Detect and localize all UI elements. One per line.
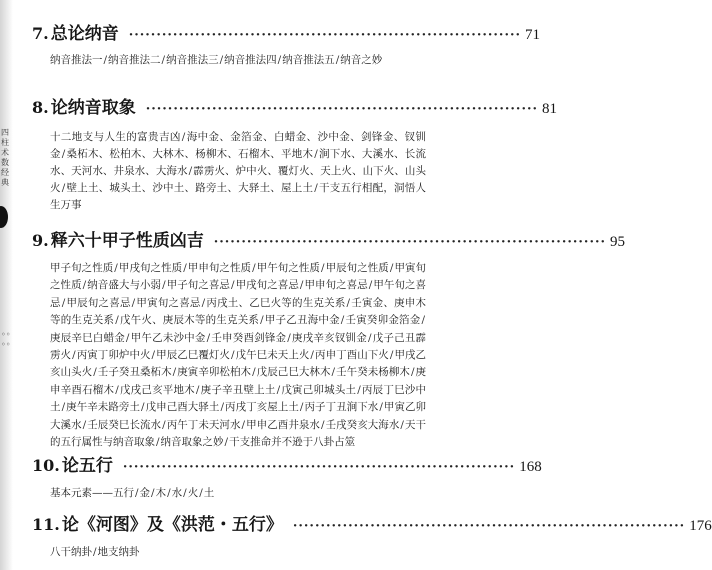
toc-entry[interactable]: 庚辰辛巳白蜡金 bbox=[50, 331, 125, 344]
toc-entry[interactable]: 土 bbox=[203, 487, 215, 499]
entry-separator: / bbox=[115, 383, 119, 396]
toc-entry[interactable]: 桑柘木、松柏木、大林木、杨柳木、石榴木、平地木 bbox=[66, 148, 314, 160]
entry-separator: / bbox=[151, 349, 156, 362]
entry-separator: / bbox=[367, 331, 372, 344]
toc-entry[interactable]: 纳音之妙 bbox=[340, 54, 383, 66]
toc-entry[interactable]: 甲申旬之性质 bbox=[187, 262, 252, 274]
toc-entry[interactable]: 地支纳卦 bbox=[97, 546, 140, 558]
entry-separator: / bbox=[314, 182, 318, 194]
entry-separator: / bbox=[188, 165, 193, 177]
toc-section bbox=[32, 96, 558, 214]
section-page-number: 71 bbox=[525, 27, 541, 43]
toc-entry[interactable]: 甲戌乙亥山头火 bbox=[50, 349, 427, 379]
toc-entry[interactable]: 甲寅旬之性质 bbox=[50, 262, 427, 292]
entry-separator: / bbox=[172, 366, 177, 379]
section-heading[interactable] bbox=[32, 513, 712, 537]
section-page-number: 176 bbox=[689, 518, 712, 534]
toc-entry[interactable]: 纳音盛大与小弱 bbox=[87, 279, 162, 292]
toc-entry[interactable]: 甲辰旬之性质 bbox=[325, 262, 389, 274]
toc-entry[interactable]: 丙寅丁卯炉中火 bbox=[76, 349, 151, 362]
section-heading[interactable] bbox=[32, 22, 541, 46]
toc-entry[interactable]: 甲子乙丑海中金 bbox=[264, 314, 340, 327]
toc-entry[interactable]: 壬申癸酉剑锋金 bbox=[211, 331, 287, 344]
entry-separator: / bbox=[379, 401, 383, 414]
section-heading[interactable] bbox=[32, 96, 558, 120]
entry-separator: / bbox=[421, 314, 425, 327]
section-entries bbox=[50, 544, 426, 561]
entry-separator: / bbox=[206, 331, 211, 344]
entry-separator: / bbox=[220, 401, 224, 414]
entry-separator: / bbox=[162, 279, 166, 292]
toc-entry[interactable]: 丙戌土、乙巳火等的生克关系 bbox=[206, 296, 346, 309]
entry-separator: / bbox=[346, 296, 351, 309]
toc-entry[interactable]: 干支推命并不逊于八卦占筮 bbox=[229, 436, 356, 449]
toc-entry[interactable]: 火 bbox=[187, 487, 199, 499]
entry-separator: / bbox=[276, 383, 281, 396]
toc-entry[interactable]: 十二地支与人生的富贵吉凶 bbox=[50, 131, 181, 143]
toc-entry[interactable]: 霹雳火、炉中火、覆灯火、天上火、山下火、山头火 bbox=[50, 165, 427, 194]
section-title: 释六十甲子性质凶吉 bbox=[50, 231, 204, 251]
entry-separator: / bbox=[103, 54, 108, 66]
entry-separator: / bbox=[82, 418, 87, 431]
section-title: 总论纳音 bbox=[50, 24, 119, 44]
leader-dots: ······································································· bbox=[145, 102, 539, 117]
section-entries bbox=[50, 129, 426, 214]
toc-entry[interactable]: 甲辰旬之喜忌 bbox=[66, 296, 131, 309]
toc-entry[interactable]: 丙戌丁亥屋上土 bbox=[224, 401, 299, 414]
toc-entry[interactable]: 纳音推法五 bbox=[282, 54, 335, 66]
entry-separator: / bbox=[181, 131, 186, 143]
toc-section bbox=[32, 513, 712, 561]
entry-separator: / bbox=[299, 401, 304, 414]
toc-entry[interactable]: 纳音取象之妙 bbox=[160, 436, 224, 449]
entry-separator: / bbox=[125, 331, 130, 344]
entry-separator: / bbox=[167, 487, 171, 499]
toc-entry[interactable]: 金 bbox=[139, 487, 151, 499]
toc-entry[interactable]: 八干纳卦 bbox=[50, 546, 92, 558]
entry-separator: / bbox=[156, 436, 160, 449]
leader-dots: ······································································· bbox=[292, 519, 686, 534]
section-heading[interactable] bbox=[32, 229, 626, 253]
toc-entry[interactable]: 基本元素——五行 bbox=[50, 487, 134, 499]
toc-entry[interactable]: 水 bbox=[171, 487, 183, 499]
entry-separator: / bbox=[252, 366, 256, 379]
entry-separator: / bbox=[161, 54, 166, 66]
entry-separator: / bbox=[93, 366, 97, 379]
toc-entry[interactable]: 海中金、金箔金、白蜡金、沙中金、剑锋金、钗钏金 bbox=[50, 131, 427, 160]
binding-edge bbox=[0, 0, 13, 570]
toc-entry[interactable]: 壬寅癸卯金箔金 bbox=[345, 314, 421, 327]
entry-separator: / bbox=[241, 418, 246, 431]
entry-separator: / bbox=[61, 148, 66, 160]
leader-dots: ······································································· bbox=[213, 235, 607, 250]
toc-entry[interactable]: 天干的五行属性与纳音取象 bbox=[50, 418, 427, 449]
toc-entry[interactable]: 戊子己丑霹雳火 bbox=[50, 331, 426, 362]
edge-thumb-mark bbox=[0, 206, 8, 228]
entry-separator: / bbox=[219, 54, 224, 66]
toc-entry[interactable]: 纳音推法一 bbox=[50, 54, 103, 66]
toc-entry[interactable]: 戊午火、庚辰木等的生克关系 bbox=[119, 314, 260, 327]
toc-entry[interactable]: 戊寅己卯城头土 bbox=[281, 383, 357, 396]
section-page-number: 95 bbox=[610, 234, 626, 250]
toc-entry[interactable]: 壁上土、城头土、沙中土、路旁土、大驿土、屋上土 bbox=[66, 182, 314, 194]
leader-dots: ······································································· bbox=[128, 28, 522, 43]
entry-separator: / bbox=[131, 296, 136, 309]
entry-separator: / bbox=[335, 54, 340, 66]
toc-section bbox=[32, 22, 541, 69]
toc-entry[interactable]: 甲子旬之性质 bbox=[50, 262, 114, 274]
leader-dots: ······································································· bbox=[122, 460, 516, 475]
toc-entry[interactable]: 甲申旬之喜忌 bbox=[304, 279, 368, 292]
section-number: 8. bbox=[32, 98, 49, 117]
section-number: 7. bbox=[32, 24, 49, 43]
entry-separator: / bbox=[400, 418, 404, 431]
toc-entry[interactable]: 庚申辛酉石榴木 bbox=[50, 366, 427, 396]
toc-entry[interactable]: 纳音推法三 bbox=[166, 54, 219, 66]
entry-separator: / bbox=[61, 296, 66, 309]
entry-separator: / bbox=[252, 262, 256, 274]
entry-separator: / bbox=[199, 487, 203, 499]
toc-entry[interactable]: 木 bbox=[155, 487, 167, 499]
entry-separator: / bbox=[230, 279, 235, 292]
section-title: 论五行 bbox=[61, 456, 113, 476]
entry-separator: / bbox=[310, 349, 314, 362]
toc-section bbox=[32, 229, 626, 451]
entry-separator: / bbox=[389, 262, 394, 274]
entry-separator: / bbox=[320, 262, 325, 274]
entry-separator: / bbox=[410, 366, 415, 379]
toc-entry[interactable]: 壬子癸丑桑柘木 bbox=[97, 366, 172, 379]
toc-entry[interactable]: 甲子旬之喜忌 bbox=[166, 279, 230, 292]
section-entries bbox=[50, 52, 426, 69]
entry-separator: / bbox=[299, 279, 304, 292]
toc-entry[interactable]: 丙子丁丑涧下水 bbox=[304, 401, 379, 414]
entry-separator: / bbox=[61, 182, 66, 194]
entry-separator: / bbox=[340, 314, 345, 327]
entry-separator: / bbox=[331, 366, 336, 379]
entry-separator: / bbox=[357, 383, 361, 396]
edge-side-text: 四柱术数经典 bbox=[1, 128, 9, 187]
toc-entry[interactable]: 甲寅旬之喜忌 bbox=[136, 296, 201, 309]
toc-entry[interactable]: 甲戌旬之喜忌 bbox=[235, 279, 299, 292]
section-number: 9. bbox=[32, 231, 49, 250]
entry-separator: / bbox=[287, 331, 291, 344]
toc-entry[interactable]: 甲戌旬之性质 bbox=[118, 262, 183, 274]
entry-separator: / bbox=[183, 487, 187, 499]
entry-separator: / bbox=[162, 418, 166, 431]
toc-entry[interactable]: 戊午巳未天上火 bbox=[235, 349, 310, 362]
toc-entry[interactable]: 甲申乙酉井泉水 bbox=[246, 418, 320, 431]
section-title: 论纳音取象 bbox=[50, 98, 136, 118]
section-page-number: 81 bbox=[542, 101, 558, 117]
toc-entry[interactable]: 庚寅辛卯松柏木 bbox=[177, 366, 252, 379]
section-title: 论《河图》及《洪范・五行》 bbox=[61, 515, 283, 535]
section-number: 11. bbox=[32, 515, 60, 534]
section-page-number: 168 bbox=[519, 459, 542, 475]
entry-separator: / bbox=[183, 262, 187, 274]
toc-entry[interactable]: 壬寅金、庚申木等的生克关系 bbox=[50, 296, 426, 327]
entry-separator: / bbox=[230, 349, 235, 362]
toc-entry[interactable]: 壬午癸未杨柳木 bbox=[336, 366, 410, 379]
section-number: 10. bbox=[32, 456, 60, 475]
toc-section bbox=[32, 454, 542, 502]
toc-entry[interactable]: 甲午旬之性质 bbox=[256, 262, 320, 274]
section-entries bbox=[50, 485, 426, 502]
edge-side-marks: ◦◦◦◦ bbox=[1, 330, 11, 349]
entry-separator: / bbox=[141, 401, 145, 414]
entry-separator: / bbox=[114, 262, 118, 274]
entry-separator: / bbox=[277, 54, 282, 66]
entry-separator: / bbox=[389, 349, 394, 362]
toc-entry[interactable]: 甲午乙未沙中金 bbox=[130, 331, 206, 344]
toc-entry[interactable]: 壬辰癸巳长流水 bbox=[87, 418, 162, 431]
toc-entry[interactable]: 戊戌己亥平地木 bbox=[119, 383, 195, 396]
entry-separator: / bbox=[201, 296, 206, 309]
entry-separator: / bbox=[368, 279, 373, 292]
toc-entry[interactable]: 壬戌癸亥大海水 bbox=[325, 418, 400, 431]
entry-separator: / bbox=[151, 487, 155, 499]
toc-entry[interactable]: 干支五行相配，洞悟人生万事 bbox=[50, 182, 427, 211]
toc-entry[interactable]: 戊辰己巳大林木 bbox=[256, 366, 331, 379]
entry-separator: / bbox=[61, 401, 66, 414]
entry-separator: / bbox=[135, 487, 139, 499]
section-heading[interactable] bbox=[32, 454, 542, 478]
entry-separator: / bbox=[82, 279, 87, 292]
toc-entry[interactable]: 甲辰乙巳覆灯火 bbox=[156, 349, 230, 362]
entry-separator: / bbox=[195, 383, 200, 396]
entry-separator: / bbox=[320, 418, 325, 431]
toc-entry[interactable]: 纳音推法二 bbox=[108, 54, 161, 66]
toc-entry[interactable]: 庚午辛未路旁土 bbox=[66, 401, 140, 414]
entry-separator: / bbox=[93, 546, 97, 558]
toc-entry[interactable]: 庚戌辛亥钗钏金 bbox=[291, 331, 367, 344]
toc-entry[interactable]: 甲寅乙卯大溪水 bbox=[50, 401, 427, 431]
entry-separator: / bbox=[115, 314, 119, 327]
entry-separator: / bbox=[314, 148, 318, 160]
toc-entry[interactable]: 丙辰丁巳沙中土 bbox=[50, 383, 426, 414]
entry-separator: / bbox=[224, 436, 229, 449]
toc-entry[interactable]: 甲午旬之喜忌 bbox=[50, 279, 427, 309]
toc-entry[interactable]: 涧下水、大溪水、长流水、天河水、井泉水、大海水 bbox=[50, 148, 427, 177]
toc-entry[interactable]: 纳音推法四 bbox=[224, 54, 277, 66]
toc-entry[interactable]: 庚子辛丑壁上土 bbox=[200, 383, 276, 396]
entry-separator: / bbox=[260, 314, 264, 327]
section-entries bbox=[50, 260, 426, 451]
toc-entry[interactable]: 戊申己酉大驿土 bbox=[145, 401, 220, 414]
toc-entry[interactable]: 丙申丁酉山下火 bbox=[314, 349, 389, 362]
entry-separator: / bbox=[72, 349, 76, 362]
toc-entry[interactable]: 丙午丁未天河水 bbox=[166, 418, 241, 431]
